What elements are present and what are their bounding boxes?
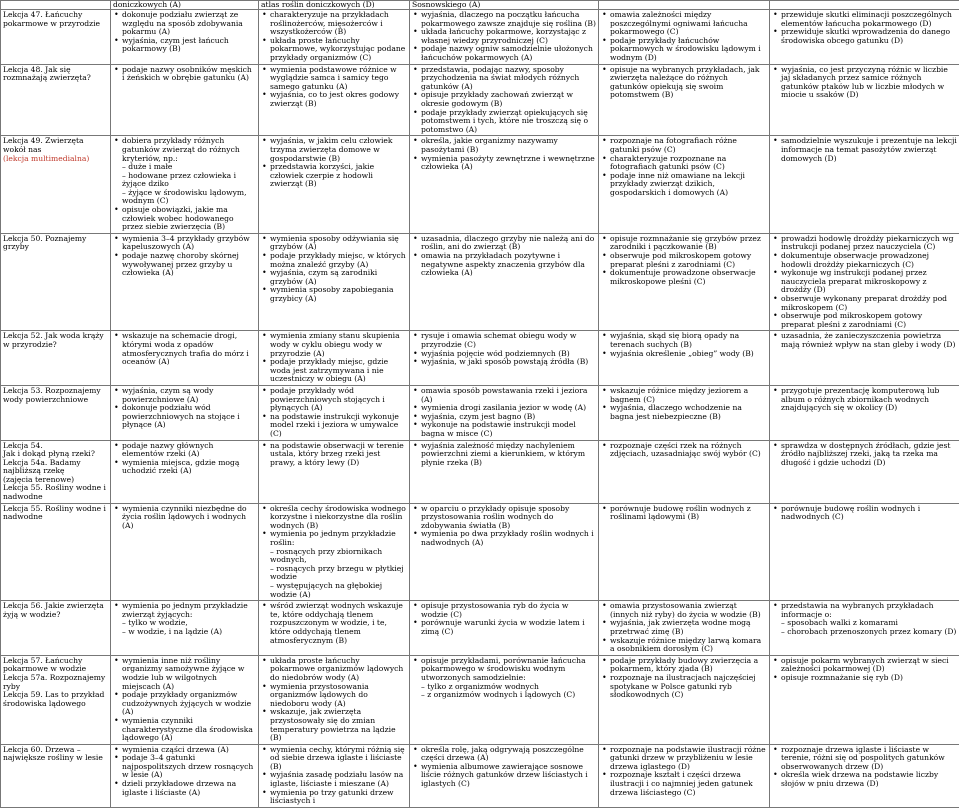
requirement-list — [261, 746, 407, 806]
requirement-list — [261, 442, 407, 468]
requirement-item: • prowadzi hodowlę drożdży piekarniczych wg instrukcji podanej przez nauczyciela (C) — [781, 235, 957, 252]
requirement-list — [772, 602, 957, 636]
requirement-item: • wyjaśnia, dlaczego wchodzenie na bagna jest niebezpieczne (B) — [610, 404, 767, 421]
requirement-cell — [259, 10, 410, 65]
requirement-item: • podaje inne niż omawiane na lekcji przykłady zwierząt dzikich, gospodarskich i domowych (A) — [610, 172, 767, 198]
requirement-item: • wymienia przystosowania organizmów lądowych do niedoboru wody (A) — [270, 683, 407, 709]
requirement-list — [261, 657, 407, 743]
requirement-list — [412, 505, 596, 548]
requirement-cell — [770, 10, 959, 65]
requirement-item: • podaje nazwy ogniw samodzielnie ułożonych łańcuchów pokarmowych (A) — [421, 45, 596, 62]
lesson-cell — [1, 331, 111, 386]
requirement-list — [113, 442, 256, 476]
requirement-item: • wymienia pasożyty zewnętrzne i wewnętrzne człowieka (A) — [421, 155, 596, 172]
requirement-cell — [111, 331, 259, 386]
requirement-item: • samodzielnie wyszukuje i prezentuje na lekcji informacje na temat pasożytów zwierząt domowych (D) — [781, 137, 957, 163]
table-row — [1, 136, 959, 234]
requirement-item: • w oparciu o przykłady opisuje sposoby przystosowania roślin wodnych do zdobywania światła (B) — [421, 505, 596, 531]
requirement-item: • wyjaśnia, dlaczego na początku łańcucha pokarmowego zawsze znajduje się roślina (B) — [421, 11, 596, 28]
requirement-cell — [410, 385, 599, 440]
requirement-item: • wymienia cząści drzewa (A) — [122, 746, 256, 755]
requirement-item: • opisuje rozmnażanie się ryb (D) — [781, 674, 957, 683]
lesson-line: Lekcja 59. Las to przykład środowiska lądowego — [3, 691, 108, 708]
requirement-list — [412, 602, 596, 636]
requirement-item: • wymienia sposoby zapobiegania grzybicy (A) — [270, 286, 407, 303]
requirement-item: • podaje nazwy osobników męskich i żeńskich w obrębie gatunku (A) — [122, 66, 256, 83]
requirement-list — [601, 442, 767, 459]
requirement-cell — [770, 64, 959, 136]
requirement-list — [772, 235, 957, 330]
requirement-cell — [111, 385, 259, 440]
table-row — [1, 744, 959, 807]
requirement-item: • porównuje budowę roślin wodnych z roślinami lądowymi (B) — [610, 505, 767, 522]
requirement-list — [113, 657, 256, 743]
requirement-item: • wskazuje różnice między larwą komara a osobnikiem dorosłym (C) — [610, 637, 767, 654]
requirement-cell — [410, 744, 599, 807]
requirement-item: • wśród zwierząt wodnych wskazuje te, które oddychają tlenem rozpuszczonym w wodzie, i te, które oddychają tlenem atmosferycznym (B) — [270, 602, 407, 645]
requirement-item: • wyjaśnia, jak zwierzęta wodne mogą przetrwać zimę (B) — [610, 619, 767, 636]
requirement-item: • podaje przykłady miejsc, gdzie woda jest zatrzymywana i nie uczestniczy w obiegu (A) — [270, 358, 407, 384]
requirement-cell — [111, 10, 259, 65]
lesson-title: Lekcja 56. Jakie zwierzęta żyją w wodzie? — [3, 602, 108, 619]
requirement-list — [601, 505, 767, 522]
requirement-item: • omawia na przykładach pozytywne i negatywne aspekty znaczenia grzybów dla człowieka (A) — [421, 252, 596, 278]
lesson-cell — [1, 136, 111, 234]
requirement-cell — [111, 64, 259, 136]
requirement-item: • podaje przykłady organizmów cudzożywnych żyjących w wodzie (A) — [122, 691, 256, 717]
lesson-title: Lekcja 52. Jak woda krąży w przyrodzie? — [3, 332, 108, 349]
requirement-item: • wymienia po jednym przykładzie roślin: — [270, 530, 407, 547]
requirement-list — [601, 746, 767, 798]
requirement-cell — [111, 503, 259, 601]
requirement-cell — [111, 233, 259, 331]
lesson-title: Lekcja 57. Łańcuchy pokarmowe w wodzie — [3, 657, 108, 674]
requirement-list — [772, 137, 957, 163]
requirement-cell — [111, 744, 259, 807]
requirement-item: • wskazuje na schemacie drogi, którymi woda z opadów atmosferycznych trafia do mórz i oceanów (A) — [122, 332, 256, 366]
requirement-item: • wykonuje na podstawie instrukcji model bagna w misce (C) — [421, 421, 596, 438]
requirement-cell — [111, 655, 259, 744]
requirement-cell — [410, 136, 599, 234]
requirement-item: – sposobach walki z komarami — [781, 619, 957, 628]
requirement-cell — [410, 440, 599, 503]
requirement-item: • podaje przykłady łańcuchów pokarmowych w środowisku lądowym i wodnym (D) — [610, 37, 767, 63]
requirement-cell — [410, 601, 599, 656]
requirement-list — [412, 137, 596, 171]
requirement-item: – rosnących przy brzegu w płytkiej wodzie — [270, 565, 407, 582]
requirement-item: • wymienia czynniki niezbędne do życia roślin lądowych i wodnych (A) — [122, 505, 256, 531]
requirement-item: – rosnących przy zbiornikach wodnych, — [270, 548, 407, 565]
requirement-item: • wymienia po trzy gatunki drzew liściastych i — [270, 789, 407, 806]
requirement-item: • uzasadnia, dlaczego grzyby nie należą ani do roślin, ani do zwierząt (B) — [421, 235, 596, 252]
requirement-cell — [599, 601, 770, 656]
requirement-item: • wymienia albumowe zawierające sosnowe liście różnych gatunków drzew liściastych i iglastych (C) — [421, 763, 596, 789]
requirement-item: • rozpoznaje na ilustracjach najczęściej spotykane w Polsce gatunki ryb słodkowodnych (C) — [610, 674, 767, 700]
lesson-cell — [1, 655, 111, 744]
requirement-item: • wyjaśnia określenie „obieg” wody (B) — [610, 350, 767, 359]
requirement-item: • na podstawie instrukcji wykonuje model rzeki i jeziora w umywalce (C) — [270, 413, 407, 439]
requirement-item: • wymienia 3–4 przykłady grzybów kapeluszowych (A) — [122, 235, 256, 252]
requirement-cell — [259, 601, 410, 656]
lesson-title: Lekcja 47. Łańcuchy pokarmowe w przyrodzie — [3, 11, 108, 28]
requirement-cell — [410, 331, 599, 386]
requirement-cell — [599, 744, 770, 807]
requirement-item: • wyjaśnia, czym są wody powierzchniowe (A) — [122, 387, 256, 404]
requirement-item: • rozpoznaje kształt i części drzewa ilustracji i co najmniej jeden gatunek drzewa liściastego (C) — [610, 771, 767, 797]
requirement-item: • obserwuje pod mikroskopem gotowy preparat pleśni z zarodniami (C) — [610, 252, 767, 269]
table-row — [1, 331, 959, 386]
requirement-item: • omawia przystosowania zwierząt (innych niż ryby) do życia w wodzie (B) — [610, 602, 767, 619]
table-row — [1, 655, 959, 744]
requirement-item: • przedstawia na wybranych przykładach informacje o: — [781, 602, 957, 619]
requirement-item: • wyjaśnia pojęcie wód podziemnych (B) — [421, 350, 596, 359]
requirement-item: • wyjaśnia, w jakim celu człowiek trzyma zwierzęta domowe w gospodarstwie (B) — [270, 137, 407, 163]
requirement-item: • podaje przykłady miejsc, w których można znaleźć grzyby (A) — [270, 252, 407, 269]
requirement-item: • rozpoznaje części rzek na różnych zdjęciach, uzasadniając swój wybór (C) — [610, 442, 767, 459]
lesson-cell — [1, 385, 111, 440]
requirement-list — [412, 11, 596, 63]
requirement-item: • dobiera przykłady różnych gatunków zwierząt do różnych kryteriów, np.: — [122, 137, 256, 163]
requirement-cell — [770, 233, 959, 331]
requirement-cell — [259, 233, 410, 331]
requirement-item: • wyjaśnia, czym są zarodniki grzybów (A) — [270, 269, 407, 286]
requirement-item: • opisuje przykładami, porównanie łańcucha pokarmowego w środowisku wodnym utworzonych samodzielnie: — [421, 657, 596, 683]
requirement-list — [772, 657, 957, 683]
header-cell: doniczkowych (A) — [111, 1, 259, 10]
requirement-item: • porównuje warunki życia w wodzie latem i zimą (C) — [421, 619, 596, 636]
requirement-item: • dokumentuje prowadzone obserwacje mikroskopowe pleśni (C) — [610, 269, 767, 286]
requirement-item: • przewiduje skutki wprowadzenia do danego środowiska obcego gatunku (D) — [781, 28, 957, 45]
requirement-cell — [770, 744, 959, 807]
requirement-item: • wymienia sposoby odżywiania się grzybów (A) — [270, 235, 407, 252]
requirement-cell — [599, 64, 770, 136]
lesson-line: Jak i dokąd płyną rzeki? — [3, 450, 108, 459]
requirement-cell — [599, 385, 770, 440]
requirement-item: • wymienia po dwa przykłady roślin wodnych i nadwodnych (A) — [421, 530, 596, 547]
requirement-list — [113, 235, 256, 278]
requirement-item: • określa cechy środowiska wodnego korzystne i niekorzystne dla roślin wodnych (B) — [270, 505, 407, 531]
requirement-item: • obserwuje pod mikroskopem gotowy preparat pleśni z zarodniami (C) — [781, 312, 957, 329]
requirement-item: • wymienia podstawowe różnice w wyglądzie samca i samicy tego samego gatunku (A) — [270, 66, 407, 92]
table-row — [1, 385, 959, 440]
requirement-item: – występujących na głębokiej wodzie (A) — [270, 582, 407, 599]
requirement-item: • rysuje i omawia schemat obiegu wody w przyrodzie (C) — [421, 332, 596, 349]
requirement-item: – chorobach przenoszonych przez komary (D) — [781, 628, 957, 637]
requirement-cell — [410, 10, 599, 65]
requirement-list — [412, 746, 596, 789]
requirement-list — [113, 66, 256, 83]
requirement-item: – tylko w wodzie, — [122, 619, 256, 628]
lesson-title: Lekcja 60. Drzewa – największe rośliny w lesie — [3, 746, 108, 763]
requirement-cell — [410, 655, 599, 744]
requirement-cell — [770, 136, 959, 234]
requirement-item: • wymienia inne niż rośliny organizmy samożywne żyjące w wodzie lub w wilgotnych miejscach (A) — [122, 657, 256, 691]
header-cell: atlas roślin doniczkowych (D) — [259, 1, 410, 10]
requirement-item: • wyjaśnia zasadę podziału lasów na iglaste, liściaste i mieszane (A) — [270, 771, 407, 788]
requirement-item: • wskazuje, jak zwierzęta przystosowały się do zmian temperatury powietrza na lądzie (B) — [270, 708, 407, 742]
requirement-item: • przedstawia korzyści, jakie człowiek czerpie z hodowli zwierząt (B) — [270, 163, 407, 189]
requirement-cell — [111, 136, 259, 234]
requirement-item: • dokonuje podziału zwierząt ze względu na sposób zdobywania pokarmu (A) — [122, 11, 256, 37]
requirement-list — [772, 332, 957, 349]
lesson-line: Lekcja 57a. Rozpoznajemy ryby — [3, 674, 108, 691]
requirement-item: • określa rolę, jaką odgrywają poszczególne części drzewa (A) — [421, 746, 596, 763]
requirement-item: • opisuje przystosowania ryb do życia w wodzie (C) — [421, 602, 596, 619]
requirement-list — [601, 11, 767, 63]
requirement-list — [772, 505, 957, 522]
requirement-cell — [599, 136, 770, 234]
requirement-item: • przedstawia, podając nazwy, sposoby przychodzenia na świat młodych różnych gatunków (A) — [421, 66, 596, 92]
requirement-item: • wymienia miejsca, gdzie mogą uchodzić rzeki (A) — [122, 459, 256, 476]
requirement-item: • opisuje pokarm wybranych zwierząt w sieci zależności pokarmowej (D) — [781, 657, 957, 674]
requirement-cell — [259, 655, 410, 744]
requirement-cell — [259, 503, 410, 601]
requirement-cell — [770, 385, 959, 440]
requirement-item: • na podstawie obserwacji w terenie ustala, który brzeg rzeki jest prawy, a który lewy (D) — [270, 442, 407, 468]
lesson-multimedia-note: (lekcja multimedialna) — [3, 155, 108, 164]
requirement-list — [113, 11, 256, 54]
requirement-cell — [259, 440, 410, 503]
requirement-cell — [599, 233, 770, 331]
requirement-list — [601, 602, 767, 654]
requirement-item: • dokonuje podziału wód powierzchniowych na stojące i płynące (A) — [122, 404, 256, 430]
requirement-cell — [259, 64, 410, 136]
lesson-title: Lekcja 55. Rośliny wodne i nadwodne — [3, 505, 108, 522]
requirement-item: • dzieli przykładowe drzewa na iglaste i liściaste (A) — [122, 780, 256, 797]
requirement-list — [601, 66, 767, 100]
requirement-item: • wymienia drogi zasilania jezior w wodę (A) — [421, 404, 596, 413]
requirement-cell — [410, 64, 599, 136]
requirement-item: • wymienia czynniki charakterystyczne dla środowiska lądowego (A) — [122, 717, 256, 743]
requirement-list — [772, 11, 957, 45]
requirement-item: • uzasadnia, że zanieczyszczenia powietrza mają również wpływ na stan gleby i wody (D) — [781, 332, 957, 349]
requirement-list — [412, 235, 596, 278]
requirement-item: • opisuje rozmnażanie się grzybów przez zarodniki i pączkowanie (B) — [610, 235, 767, 252]
header-cell: Sosnowskiego (A) — [410, 1, 599, 10]
requirement-item: • omawia zależności między poszczególnymi ogniwami łańcucha pokarmowego (C) — [610, 11, 767, 37]
table-row — [1, 503, 959, 601]
requirement-item: • wyjaśnia zależność między nachyleniem powierzchni ziemi a kierunkiem, w którym płynie rzeka (B) — [421, 442, 596, 468]
requirement-item: • wyjaśnia, w jaki sposób powstają źródła (B) — [421, 358, 596, 367]
requirement-item: • wskazuje różnice między jeziorem a bagnem (C) — [610, 387, 767, 404]
requirement-item: • omawia sposób powstawania rzeki i jeziora (A) — [421, 387, 596, 404]
requirement-item: • charakteryzuje rozpoznane na fotografiach gatunki psów (C) — [610, 155, 767, 172]
requirement-cell — [770, 601, 959, 656]
lesson-title: Lekcja 49. Zwierzęta wokół nas — [3, 137, 108, 154]
requirement-list — [601, 137, 767, 197]
requirement-item: – duże i małe — [122, 163, 256, 172]
lesson-line: (zajęcia terenowe) — [3, 476, 108, 485]
header-cell — [599, 1, 770, 10]
requirement-list — [113, 602, 256, 636]
requirement-item: • wyjaśnia, co jest przyczyną różnic w liczbie jaj składanych przez samice różnych gatunków ptaków lub w liczbie młodych w miocie u ssaków (D) — [781, 66, 957, 100]
requirement-item: • układa proste łańcuchy pokarmowe, wykorzystując podane przykłady organizmów (C) — [270, 37, 407, 63]
requirement-item: • opisuje na wybranych przykładach, jak zwierzęta należące do różnych gatunków opiekują się swoim potomstwem (B) — [610, 66, 767, 100]
requirement-item: • podaje przykłady wód powierzchniowych stojących i płynących (A) — [270, 387, 407, 413]
requirement-list — [772, 66, 957, 100]
requirement-item: • wymienia cechy, którymi różnią się od siebie drzewa iglaste i liściaste (B) — [270, 746, 407, 772]
requirement-list — [113, 746, 256, 798]
requirement-cell — [259, 744, 410, 807]
requirement-list — [261, 602, 407, 645]
table-row — [1, 233, 959, 331]
requirement-item: • rozpoznaje na podstawie ilustracji różne gatunki drzew w przybliżeniu w lesie drzewa iglastego (D) — [610, 746, 767, 772]
requirement-list — [113, 387, 256, 430]
requirement-item: – tylko z organizmów wodnych — [421, 683, 596, 692]
requirement-item: • wymienia po jednym przykładzie zwierząt żyjących: — [122, 602, 256, 619]
table-row — [1, 10, 959, 65]
requirement-item: • układa proste łańcuchy pokarmowe organizmów lądowych do niedobrów wody (A) — [270, 657, 407, 683]
lesson-title: Lekcja 54. — [3, 442, 108, 451]
requirement-item: • podaje przykłady budowy zwierzęcia a pokarmem, który zjada (B) — [610, 657, 767, 674]
requirement-cell — [111, 601, 259, 656]
lesson-line: Lekcja 54a. Badamy najbliższą rzekę — [3, 459, 108, 476]
requirement-list — [261, 332, 407, 384]
requirement-list — [113, 332, 256, 366]
requirement-list — [261, 505, 407, 600]
requirement-item: • opisuje przykłady zachowań zwierząt w okresie godowym (B) — [421, 91, 596, 108]
requirement-list — [601, 332, 767, 358]
header-row — [1, 1, 959, 10]
requirement-item: • sprawdza w dostępnych źródłach, gdzie jest źródło najbliższej rzeki, jaką ta rzeka ma długość i gdzie uchodzi (D) — [781, 442, 957, 468]
requirement-item: • rozpoznaje na fotografiach różne gatunki psów (C) — [610, 137, 767, 154]
requirement-list — [412, 387, 596, 439]
requirement-cell — [599, 655, 770, 744]
requirement-item: • wyjaśnia, czym jest bagno (B) — [421, 413, 596, 422]
requirement-item: • wykonuje wg instrukcji podanej przez nauczyciela preparat mikroskopowy z drożdży (D) — [781, 269, 957, 295]
requirement-item: • przygotuje prezentację komputerową lub album o różnych zbiornikach wodnych znajdujących się w okolicy (D) — [781, 387, 957, 413]
requirement-list — [261, 387, 407, 439]
requirement-cell — [410, 503, 599, 601]
requirement-cell — [599, 440, 770, 503]
requirement-cell — [599, 503, 770, 601]
requirement-list — [261, 137, 407, 189]
requirement-list — [113, 505, 256, 531]
requirement-item: • układa łańcuchy pokarmowe, korzystając z własnej wiedzy przyrodniczej (C) — [421, 28, 596, 45]
requirement-list — [601, 235, 767, 287]
requirement-item: – hodowane przez człowieka i żyjące dziko — [122, 172, 256, 189]
requirement-item: • określa wiek drzewa na podstawie liczby słojów w pniu drzewa (D) — [781, 771, 957, 788]
lesson-title: Lekcja 53. Rozpoznajemy wody powierzchniowe — [3, 387, 108, 404]
lesson-cell — [1, 233, 111, 331]
requirement-cell — [259, 136, 410, 234]
requirement-list — [412, 332, 596, 366]
requirement-item: • obserwuje wykonany preparat drożdży pod mikroskopem (C) — [781, 295, 957, 312]
requirement-list — [772, 387, 957, 413]
requirement-cell — [770, 331, 959, 386]
requirement-item: – żyjące w środowisku lądowym, wodnym (C) — [122, 189, 256, 206]
requirement-cell — [410, 233, 599, 331]
lesson-cell — [1, 64, 111, 136]
requirement-item: • wyjaśnia, czym jest łańcuch pokarmowy (B) — [122, 37, 256, 54]
lesson-cell — [1, 440, 111, 503]
requirement-list — [772, 746, 957, 789]
requirement-list — [601, 387, 767, 421]
requirement-item: • dokumentuje obserwacje prowadzonej hodowli drożdży piekarniczych (C) — [781, 252, 957, 269]
requirement-item: – z organizmów wodnych i lądowych (C) — [421, 691, 596, 700]
requirement-cell — [770, 655, 959, 744]
header-cell — [1, 1, 111, 10]
requirement-cell — [259, 331, 410, 386]
table-row — [1, 64, 959, 136]
lesson-title: Lekcja 48. Jak się rozmnażają zwierzęta? — [3, 66, 108, 83]
requirement-item: • charakteryzuje na przykładach roślinożerców, mięsożerców i wszystkożerców (B) — [270, 11, 407, 37]
requirement-item: • przewiduje skutki eliminacji poszczególnych elementów łańcucha pokarmowego (D) — [781, 11, 957, 28]
lesson-cell — [1, 10, 111, 65]
requirement-item: – w wodzie, i na lądzie (A) — [122, 628, 256, 637]
requirement-list — [412, 657, 596, 700]
requirement-cell — [770, 440, 959, 503]
requirement-list — [261, 11, 407, 63]
requirement-cell — [259, 385, 410, 440]
requirement-item: • podaje nazwę choroby skórnej wywoływanej przez grzyby u człowieka (A) — [122, 252, 256, 278]
requirement-item: • wyjaśnia, co to jest okres godowy zwierząt (B) — [270, 91, 407, 108]
requirement-list — [772, 442, 957, 468]
requirement-cell — [599, 10, 770, 65]
requirement-list — [261, 66, 407, 109]
requirement-item: • podaje przykłady zwierząt opiekujących się potomstwem i tych, które nie troszczą się o potomstwo (A) — [421, 109, 596, 135]
requirement-item: • wymienia zmiany stanu skupienia wody w cyklu obiegu wody w przyrodzie (A) — [270, 332, 407, 358]
requirement-cell — [770, 503, 959, 601]
requirement-list — [412, 442, 596, 468]
lesson-line: Lekcja 55. Rośliny wodne i nadwodne — [3, 484, 108, 501]
requirement-item: • rozpoznaje drzewa iglaste i liściaste w terenie, różni się od pospolitych gatunków obserwowanych drzew (D) — [781, 746, 957, 772]
requirement-cell — [599, 331, 770, 386]
requirement-item: • podaje nazwy głównych elementów rzeki (A) — [122, 442, 256, 459]
header-cell — [770, 1, 959, 10]
requirement-list — [113, 137, 256, 232]
requirement-list — [412, 66, 596, 135]
lesson-cell — [1, 744, 111, 807]
requirement-item: • podaje 3–4 gatunki najpospolitszych drzew rosnących w lesie (A) — [122, 754, 256, 780]
lesson-cell — [1, 503, 111, 601]
requirement-item: • opisuje obowiązki, jakie ma człowiek wobec hodowanego przez siebie zwierzęcia (B) — [122, 206, 256, 232]
requirement-item: • wyjaśnia, skąd się biorą opady na terenach suchych (B) — [610, 332, 767, 349]
requirement-item: • porównuje budowę roślin wodnych i nadwodnych (C) — [781, 505, 957, 522]
requirement-item: • określa, jakie organizmy nazywamy pasożytami (B) — [421, 137, 596, 154]
table-row — [1, 601, 959, 656]
lesson-cell — [1, 601, 111, 656]
table-row — [1, 440, 959, 503]
requirement-list — [261, 235, 407, 304]
requirement-cell — [111, 440, 259, 503]
lesson-title: Lekcja 50. Poznajemy grzyby — [3, 235, 108, 252]
requirement-list — [601, 657, 767, 700]
